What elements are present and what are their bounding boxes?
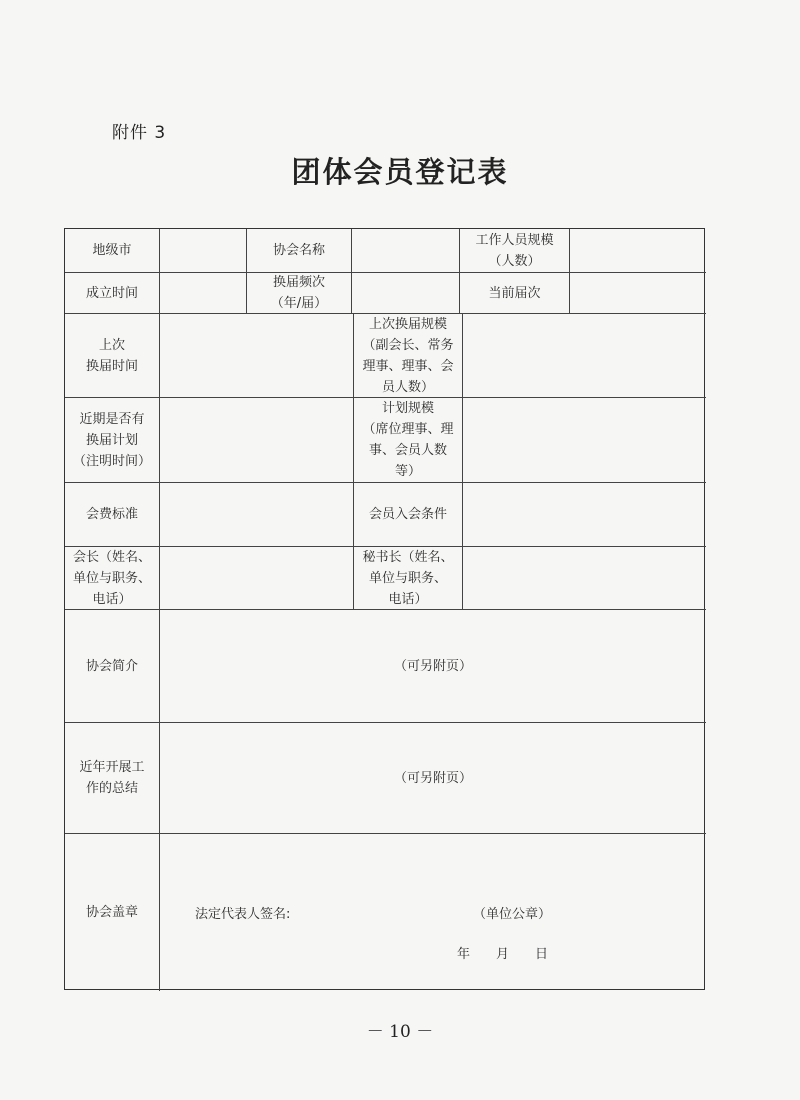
staff-size-field[interactable] [570, 229, 706, 272]
planned-scale-label: 计划规模 （席位理事、理 事、会员人数 等） [362, 401, 454, 479]
fee-standard-label: 会费标准 [85, 507, 138, 522]
association-intro-field[interactable] [160, 610, 706, 722]
term-frequency-label: 换届频次 （年/届） [270, 275, 328, 311]
legal-representative-signature: 法定代表人签名: [195, 907, 291, 922]
signature-date: 年 月 日 [457, 947, 549, 962]
term-plan-label: 近期是否有 换届计划 （注明时间） [72, 411, 151, 469]
unit-seal-note: （单位公章） [473, 907, 552, 922]
summary-note: （可另附页） [393, 770, 472, 786]
secretary-general-field[interactable] [463, 547, 706, 609]
secretary-general-label: 秘书长（姓名、 单位与职务、 电话） [362, 549, 454, 607]
founded-date-label: 成立时间 [85, 285, 138, 301]
current-term-field[interactable] [570, 273, 706, 313]
fee-standard-field[interactable] [160, 483, 353, 546]
term-plan-field[interactable] [160, 398, 353, 482]
last-term-scale-label: 上次换届规模 （副会长、常务 理事、理事、会 员人数） [362, 316, 454, 395]
membership-conditions-field[interactable] [463, 483, 706, 546]
last-term-time-label: 上次 换届时间 [85, 337, 138, 374]
founded-date-field[interactable] [160, 273, 246, 313]
planned-scale-field[interactable] [463, 398, 706, 482]
city-label: 地级市 [92, 243, 132, 258]
form-title: 团体会员登记表 [291, 155, 509, 189]
intro-note: （可另附页） [393, 658, 472, 674]
attachment-label: 附件 3 [112, 123, 167, 143]
president-field[interactable] [160, 547, 353, 609]
staff-size-label: 工作人员规模 （人数） [475, 232, 554, 269]
registration-form-table [64, 228, 705, 990]
last-term-scale-field[interactable] [463, 314, 706, 397]
term-frequency-field[interactable] [352, 273, 459, 313]
association-seal-label: 协会盖章 [85, 905, 138, 920]
association-name-label: 协会名称 [272, 243, 325, 258]
current-term-label: 当前届次 [488, 285, 541, 301]
last-term-time-field[interactable] [160, 314, 353, 397]
president-label: 会长（姓名、 单位与职务、 电话） [72, 549, 151, 607]
work-summary-label: 近年开展工 作的总结 [79, 760, 145, 796]
page-number: － 10 － [366, 1022, 434, 1042]
membership-conditions-label: 会员入会条件 [368, 507, 447, 522]
association-name-field[interactable] [352, 229, 459, 272]
association-intro-label: 协会简介 [85, 658, 138, 674]
city-field[interactable] [160, 229, 246, 272]
work-summary-field[interactable] [160, 723, 706, 833]
